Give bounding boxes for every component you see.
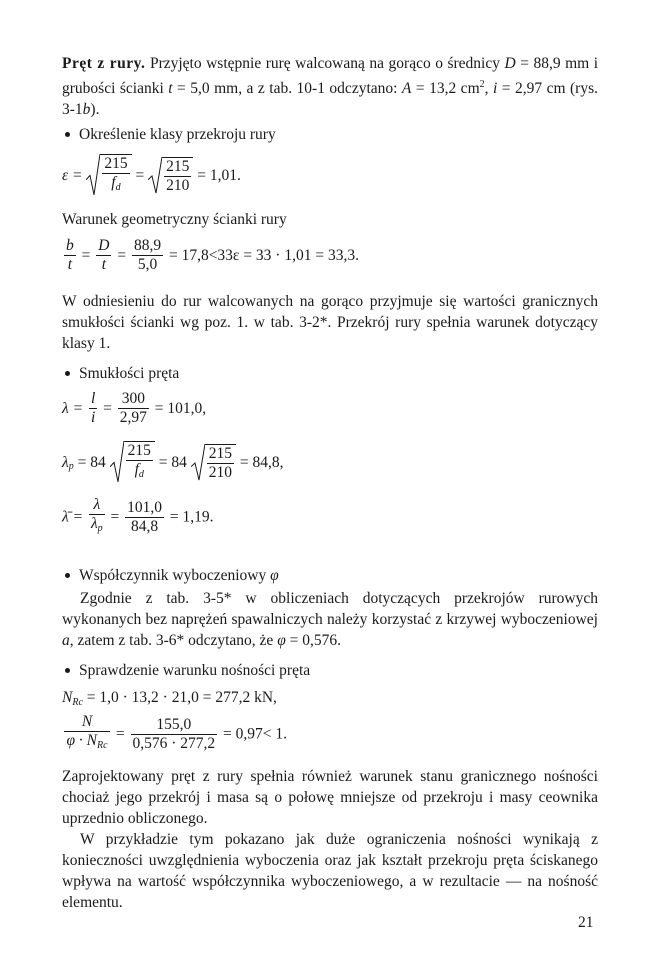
lambda-d1: i	[90, 409, 96, 426]
equation-lambda-bar	[62, 496, 214, 538]
sqrt-icon	[110, 441, 124, 484]
bullet-slenderness	[62, 363, 598, 384]
bullet-phi-symbol: φ	[270, 567, 279, 584]
bullet-class-label: Określenie klasy przekroju rury	[79, 126, 276, 143]
check-n1: N	[64, 713, 110, 732]
lambda-lhs: λ =	[62, 400, 84, 417]
lambdap-den1-sub: d	[138, 469, 144, 480]
bt-n1: b	[66, 237, 74, 254]
bt-eq2: =	[117, 247, 127, 264]
para-final-1: Zaprojektowany pręt z rury spełnia również warunek stanu granicznego nośności chociaż jego przekrój i masa są o połowę mniejsze od przekroju i masy ceownika uprzednio obliczonego.	[62, 768, 598, 827]
check-eq: =	[115, 725, 125, 743]
sqrt-2	[148, 157, 193, 195]
lambdabar-d1-sub: p	[97, 523, 103, 534]
nrc-rest: = 1,0 · 13,2 · 21,0 = 277,2 kN,	[86, 689, 277, 706]
para-phi-a: Zgodnie z tab. 3-5* w obliczeniach dotyczących przekrojów rurowych wykonanych bez naprężeń spawalniczych należy korzystać z krzywej wyboczeniowej	[62, 590, 598, 628]
cond-label-text: Warunek geometryczny ścianki rury	[62, 211, 287, 228]
symbol-i: i	[492, 80, 498, 97]
eps-num1: 215	[104, 155, 128, 172]
bullet-icon	[65, 573, 70, 578]
lambdabar-d1: λ	[90, 515, 98, 532]
lambda-n1: l	[90, 390, 96, 407]
lambdabar-lhs: λ̄ =	[62, 508, 84, 526]
lambdap-lhs-sub: p	[68, 461, 74, 473]
bt-d1: t	[67, 256, 73, 273]
eps-den1-sub: d	[115, 182, 121, 193]
sqrt-3	[110, 441, 155, 484]
lambdap-lhs-eq: = 84	[77, 454, 106, 471]
para-phi-c: , zatem z tab. 3-6* odczytano, że	[69, 632, 278, 649]
check-n2: 155,0	[131, 716, 218, 735]
intro-line3-e: = 2,97 cm (rys. 3-1	[62, 80, 598, 118]
eps-lhs: ε =	[62, 167, 83, 184]
sqrt-4	[191, 444, 236, 482]
bullet-class	[62, 124, 598, 145]
para-phi-b: a	[62, 632, 70, 649]
lambdap-num2: 215	[208, 444, 232, 462]
para-class: W odniesieniu do rur walcowanych na gorąco przyjmuje się wartości granicznych smukłości ścianki wg poz. 1. w tab. 3-2*. Przekrój rury spełnia warunek dotyczący klasy 1.	[62, 293, 598, 352]
bullet-phi-label: Współczynnik wyboczeniowy	[79, 567, 267, 584]
bt-d2: t	[101, 256, 106, 273]
bt-eq1: =	[81, 247, 91, 264]
bt-d3: 5,0	[137, 256, 158, 273]
bullet-check-label: Sprawdzenie warunku nośności pręta	[79, 662, 311, 679]
bt-rest: = 17,8<33ε = 33 · 1,01 = 33,3.	[168, 247, 359, 264]
symbol-t: t	[168, 80, 173, 97]
lambdabar-result: = 1,19.	[169, 508, 214, 526]
intro-line2-d: = 5,0 mm, a z tab. 10-1 odczytano:	[172, 80, 398, 97]
para-phi-d: φ	[277, 632, 286, 649]
check-d1-sub: Rc	[97, 740, 108, 751]
sqrt-1	[86, 154, 131, 197]
symbol-D: D	[504, 55, 516, 72]
eps-den2: 210	[166, 176, 190, 194]
eps-num2: 215	[166, 157, 190, 175]
lambda-n2: 300	[118, 390, 149, 409]
intro-line3-b: = 13,2 cm	[411, 80, 480, 97]
intro-line3-g: ).	[90, 101, 100, 118]
lambdap-mid: = 84	[158, 454, 187, 471]
check-result: = 0,97< 1.	[223, 725, 288, 743]
lambdabar-d2: 84,8	[131, 517, 159, 535]
eps-eq: =	[135, 167, 145, 184]
sqrt-icon	[191, 444, 205, 482]
lambda-eq: =	[103, 400, 112, 417]
superscript-2: 2	[479, 79, 485, 90]
sqrt-icon	[86, 154, 100, 197]
equation-nrc	[62, 687, 277, 713]
check-d2: 0,576 · 277,2	[132, 734, 216, 752]
check-d1: φ · N	[66, 732, 97, 749]
intro-line2-b: = 88,9 mm i grubości ścianki	[62, 55, 599, 97]
lambda-d2: 2,97	[119, 409, 147, 426]
nrc-lhs: N	[62, 689, 73, 706]
bt-n3: 88,9	[133, 237, 162, 254]
bullet-icon	[65, 132, 70, 137]
equation-epsilon	[62, 154, 241, 197]
lambda-result: = 101,0,	[154, 400, 207, 417]
intro-paragraph	[62, 53, 598, 120]
lambdap-den2: 210	[208, 463, 232, 481]
bullet-check	[62, 660, 598, 681]
lambdabar-eq: =	[110, 508, 120, 526]
eps-result: = 1,01.	[197, 167, 241, 184]
lambdabar-n2: 101,0	[127, 498, 163, 516]
bt-n2: D	[98, 237, 110, 254]
frac-Dt	[96, 237, 111, 274]
intro-line1: Przyjęto wstępnie rurę walcowaną na gorąco o średnicy	[149, 55, 500, 72]
nrc-lhs-sub: Rc	[72, 697, 83, 708]
intro-line3-c: ,	[484, 80, 493, 97]
bullet-icon	[65, 668, 70, 673]
para-phi-e: = 0,576.	[285, 632, 342, 649]
equation-check	[62, 713, 287, 755]
frac-bt	[64, 237, 76, 274]
lambdap-den1: f	[134, 461, 139, 478]
eps-den1: f	[111, 174, 116, 191]
equation-lambda	[62, 390, 206, 427]
bullet-phi	[62, 565, 598, 586]
sqrt-icon	[148, 157, 162, 195]
bullet-icon	[65, 371, 70, 376]
lambdabar-n1: λ	[89, 496, 105, 515]
para-phi	[62, 588, 598, 651]
cond-label	[62, 209, 598, 230]
equation-lambda-p	[62, 441, 283, 484]
bullet-slenderness-label: Smukłości pręta	[79, 365, 180, 382]
lambdap-num1: 215	[127, 442, 151, 459]
para-final-2: W przykładzie tym pokazano jak duże ograniczenia nośności wynikają z konieczności uwzględnienia wyboczenia oraz jak kształt przekroju pręta ściskanego wpływa na wartość współczynnika wyboczeniowego, a w rezultacie — na nośność elementu.	[62, 831, 598, 911]
intro-heading: Pręt z rury.	[62, 55, 146, 72]
intro-line3-f: b	[82, 101, 91, 118]
symbol-A: A	[401, 80, 412, 97]
lambdap-lhs: λ	[62, 454, 69, 471]
page-number: 21	[578, 914, 594, 931]
equation-bt	[62, 237, 359, 274]
frac-values	[132, 237, 163, 274]
lambdap-result: = 84,8,	[239, 454, 284, 471]
